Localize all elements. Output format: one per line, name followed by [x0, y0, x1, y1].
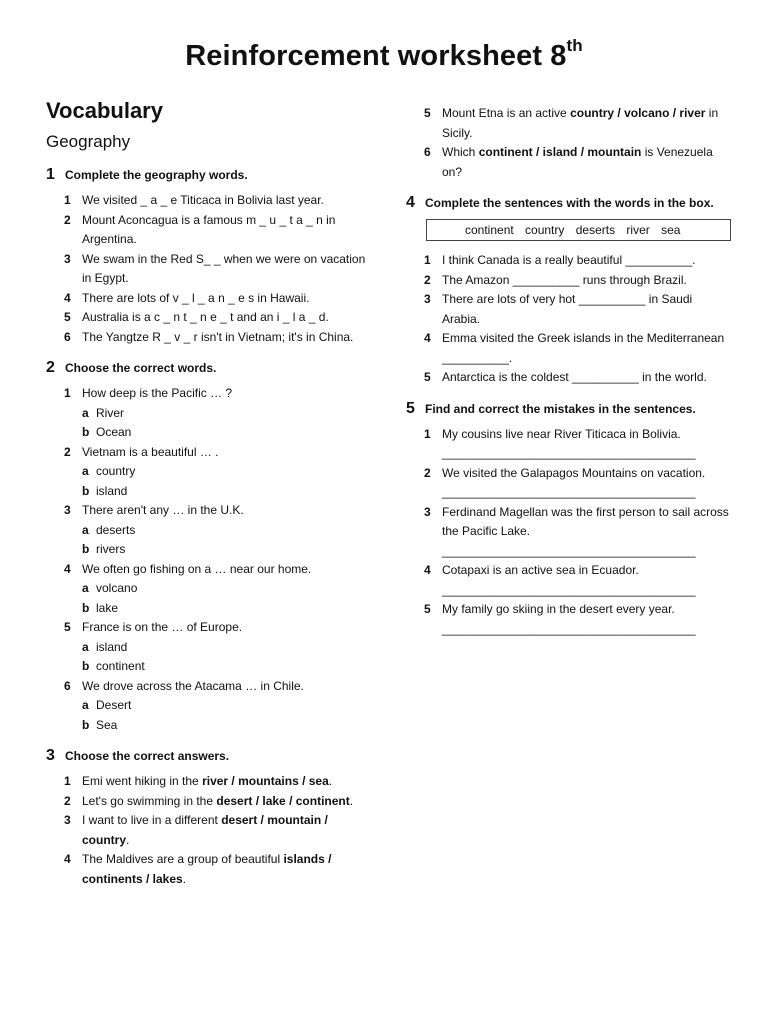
- item-text-pre: Mount Etna is an active: [442, 106, 571, 120]
- title-superscript: th: [566, 36, 583, 55]
- exercise-4-title: [406, 194, 731, 212]
- option-text: lake: [96, 600, 119, 615]
- option-a: [46, 521, 376, 541]
- item-text: There aren't any … in the U.K.: [82, 503, 244, 517]
- sentence-text: My cousins live near River Titicaca in Bolivia.: [442, 426, 681, 441]
- list-item: [46, 443, 376, 463]
- item-number: 3: [64, 813, 71, 827]
- list-item: [406, 368, 731, 388]
- item-text: [82, 792, 376, 812]
- list-item: [406, 251, 731, 271]
- list-item: [46, 501, 376, 521]
- item-number: 2: [64, 793, 71, 808]
- option-text: rivers: [96, 542, 126, 556]
- option-text: Desert: [96, 698, 132, 712]
- item-text: The Amazon __________ runs through Brazil.: [442, 272, 687, 287]
- item-text: There are lots of v _ l _ a n _ e s in Hawaii.: [82, 290, 310, 305]
- exercise-number: 1: [46, 166, 55, 183]
- item-text-pre: Emi went hiking in the: [82, 774, 203, 788]
- list-item: [46, 384, 376, 404]
- item-text-post: is Venezuela on?: [442, 145, 713, 179]
- item-text: [442, 561, 731, 600]
- option-text: volcano: [96, 581, 138, 595]
- option-a: [46, 462, 376, 482]
- item-number: 2: [424, 272, 431, 287]
- item-number: 3: [424, 292, 431, 306]
- exercise-4: [406, 194, 731, 388]
- item-number: 5: [424, 370, 431, 384]
- sentence-text: Cotapaxi is an active sea in Ecuador.: [442, 563, 639, 577]
- item-text: [82, 850, 376, 889]
- item-text-post: .: [349, 793, 354, 808]
- exercise-instruction: Choose the correct answers.: [65, 749, 230, 763]
- item-number: 1: [64, 193, 71, 207]
- exercise-1-title: [46, 166, 376, 184]
- item-text-post: .: [182, 871, 187, 886]
- option-text: deserts: [96, 522, 136, 537]
- item-text: Vietnam is a beautiful … .: [82, 444, 219, 459]
- answer-line[interactable]: ______________________________________: [442, 485, 696, 499]
- item-number: 5: [64, 310, 71, 324]
- list-item: [46, 560, 376, 580]
- option-letter: b: [82, 659, 90, 673]
- option-letter: b: [82, 542, 90, 556]
- list-item: [46, 211, 376, 250]
- option-letter: a: [82, 522, 89, 537]
- list-item: [406, 271, 731, 291]
- option-a: [46, 696, 376, 716]
- item-text: Australia is a c _ n t _ n e _ t and an i _ l a _ d.: [82, 310, 329, 324]
- item-text: How deep is the Pacific … ?: [82, 386, 233, 400]
- option-letter: b: [82, 425, 90, 439]
- item-text: The Yangtze R _ v _ r isn't in Vietnam; it's in China.: [82, 329, 354, 344]
- sentence-text: Ferdinand Magellan was the first person to sail across the Pacific Lake.: [442, 504, 729, 538]
- answer-choices: desert / lake / continent: [216, 793, 350, 808]
- exercise-number: 5: [406, 399, 415, 417]
- item-number: 4: [64, 561, 71, 576]
- item-text: [442, 464, 731, 503]
- option-letter: a: [82, 581, 89, 595]
- list-item: [406, 503, 731, 562]
- option-a: [46, 638, 376, 658]
- item-number: 4: [424, 331, 431, 345]
- list-item: [406, 425, 731, 464]
- item-number: 2: [64, 212, 71, 227]
- item-number: 6: [64, 678, 71, 693]
- right-column: [406, 104, 731, 651]
- item-text: France is on the … of Europe.: [82, 620, 243, 634]
- item-text: [442, 425, 731, 464]
- option-a: [46, 404, 376, 424]
- item-text: [442, 143, 731, 182]
- item-number: 1: [64, 774, 71, 788]
- option-text: island: [96, 639, 128, 654]
- section-heading: Vocabulary: [46, 98, 163, 123]
- list-item: [46, 792, 376, 812]
- sentence-text: My family go skiing in the desert every year.: [442, 602, 675, 616]
- exercise-instruction: Complete the geography words.: [65, 168, 248, 182]
- exercise-instruction: Choose the correct words.: [65, 361, 217, 375]
- exercise-instruction: Find and correct the mistakes in the sentences.: [425, 401, 696, 416]
- option-b: [46, 599, 376, 619]
- item-text: [82, 772, 376, 792]
- exercise-2-title: [46, 359, 376, 377]
- item-text: [442, 104, 731, 143]
- list-item: [46, 618, 376, 638]
- list-item: [46, 191, 376, 211]
- item-text-post: .: [328, 774, 333, 788]
- list-item: [406, 464, 731, 503]
- option-b: [46, 540, 376, 560]
- option-letter: a: [82, 405, 89, 420]
- item-text: We swam in the Red S_ _ when we were on vacation in Egypt.: [82, 251, 366, 285]
- item-text-pre: Which: [442, 145, 479, 159]
- item-number: 1: [424, 426, 431, 441]
- option-b: [46, 657, 376, 677]
- item-text: We often go fishing on a … near our home.: [82, 561, 312, 576]
- item-number: 1: [424, 253, 431, 267]
- left-column: [46, 98, 376, 901]
- option-text: River: [96, 405, 125, 420]
- answer-choices: desert / mountain / country: [82, 813, 328, 847]
- subsection-heading: Geography: [46, 132, 131, 151]
- item-text-post: in Sicily.: [442, 106, 719, 140]
- list-item: [46, 250, 376, 289]
- option-letter: b: [82, 483, 90, 498]
- option-text: country: [96, 464, 136, 478]
- option-text: Sea: [96, 717, 118, 732]
- page-title: [0, 36, 768, 73]
- option-text: Ocean: [96, 425, 132, 439]
- option-text: continent: [96, 659, 145, 673]
- exercise-number: 4: [406, 194, 415, 211]
- exercise-5-title: [406, 400, 731, 418]
- option-letter: b: [82, 717, 90, 732]
- item-number: 2: [424, 465, 431, 480]
- option-letter: b: [82, 600, 90, 615]
- option-letter: a: [82, 639, 89, 654]
- option-b: [46, 423, 376, 443]
- exercise-2: [46, 359, 376, 735]
- item-number: 5: [64, 620, 71, 634]
- exercise-1: [46, 166, 376, 347]
- item-text: Antarctica is the coldest __________ in the world.: [442, 370, 707, 384]
- list-item: [406, 143, 731, 182]
- list-item: [46, 328, 376, 348]
- list-item: [46, 811, 376, 850]
- list-item: [406, 329, 731, 368]
- option-letter: a: [82, 464, 89, 478]
- item-number: 2: [64, 444, 71, 459]
- sentence-text: We visited the Galapagos Mountains on vacation.: [442, 465, 706, 480]
- item-number: 3: [64, 251, 71, 266]
- item-text: [442, 503, 731, 562]
- item-text-pre: Let's go swimming in the: [82, 793, 217, 808]
- option-b: [46, 482, 376, 502]
- answer-choices: continent / island / mountain: [478, 145, 642, 159]
- item-text: There are lots of very hot __________ in Saudi Arabia.: [442, 292, 693, 326]
- exercise-instruction: Complete the sentences with the words in the box.: [425, 196, 714, 210]
- item-text: [82, 811, 376, 850]
- item-text: We drove across the Atacama … in Chile.: [82, 678, 304, 693]
- list-item: [406, 104, 731, 143]
- list-item: [406, 561, 731, 600]
- item-number: 4: [64, 852, 71, 866]
- option-a: [46, 579, 376, 599]
- item-text: Emma visited the Greek islands in the Mediterranean __________.: [442, 331, 725, 365]
- exercise-5: [406, 400, 731, 640]
- exercise-number: 2: [46, 359, 55, 376]
- item-number: 3: [424, 504, 431, 519]
- answer-line[interactable]: ______________________________________: [442, 543, 696, 558]
- item-text-post: .: [126, 832, 130, 847]
- list-item: [406, 290, 731, 329]
- option-letter: a: [82, 698, 89, 712]
- item-text: [442, 600, 731, 639]
- exercise-number: 3: [46, 747, 55, 764]
- item-number: 4: [424, 563, 431, 577]
- item-number: 6: [64, 329, 71, 344]
- item-number: 6: [424, 145, 431, 159]
- list-item: [46, 289, 376, 309]
- answer-choices: islands / continents / lakes: [82, 852, 332, 886]
- exercise-3-continued: [406, 104, 731, 182]
- list-item: [46, 308, 376, 328]
- answer-choices: river / mountains / sea: [202, 774, 329, 788]
- title-text: Reinforcement worksheet 8: [185, 40, 567, 72]
- item-text: I think Canada is a really beautiful __________.: [442, 253, 696, 267]
- item-number: 1: [64, 386, 71, 400]
- item-text-pre: The Maldives are a group of beautiful: [82, 852, 284, 866]
- answer-line[interactable]: ______________________________________: [442, 446, 696, 460]
- item-number: 5: [424, 602, 431, 616]
- list-item: [46, 850, 376, 889]
- word-box: continent country deserts river sea: [426, 219, 731, 241]
- list-item: [46, 772, 376, 792]
- option-text: island: [96, 483, 128, 498]
- item-text: Mount Aconcagua is a famous m _ u _ t a _ n in Argentina.: [82, 212, 336, 246]
- exercise-3-title: [46, 747, 376, 765]
- list-item: [406, 600, 731, 639]
- item-number: 3: [64, 503, 71, 517]
- option-b: [46, 716, 376, 736]
- item-number: 5: [424, 106, 431, 120]
- item-text-pre: I want to live in a different: [82, 813, 222, 827]
- list-item: [46, 677, 376, 697]
- answer-line[interactable]: ______________________________________: [442, 582, 696, 597]
- answer-line[interactable]: ______________________________________: [442, 621, 696, 636]
- exercise-3: [46, 747, 376, 889]
- item-number: 4: [64, 290, 71, 305]
- item-text: We visited _ a _ e Titicaca in Bolivia last year.: [82, 193, 324, 207]
- answer-choices: country / volcano / river: [570, 106, 706, 120]
